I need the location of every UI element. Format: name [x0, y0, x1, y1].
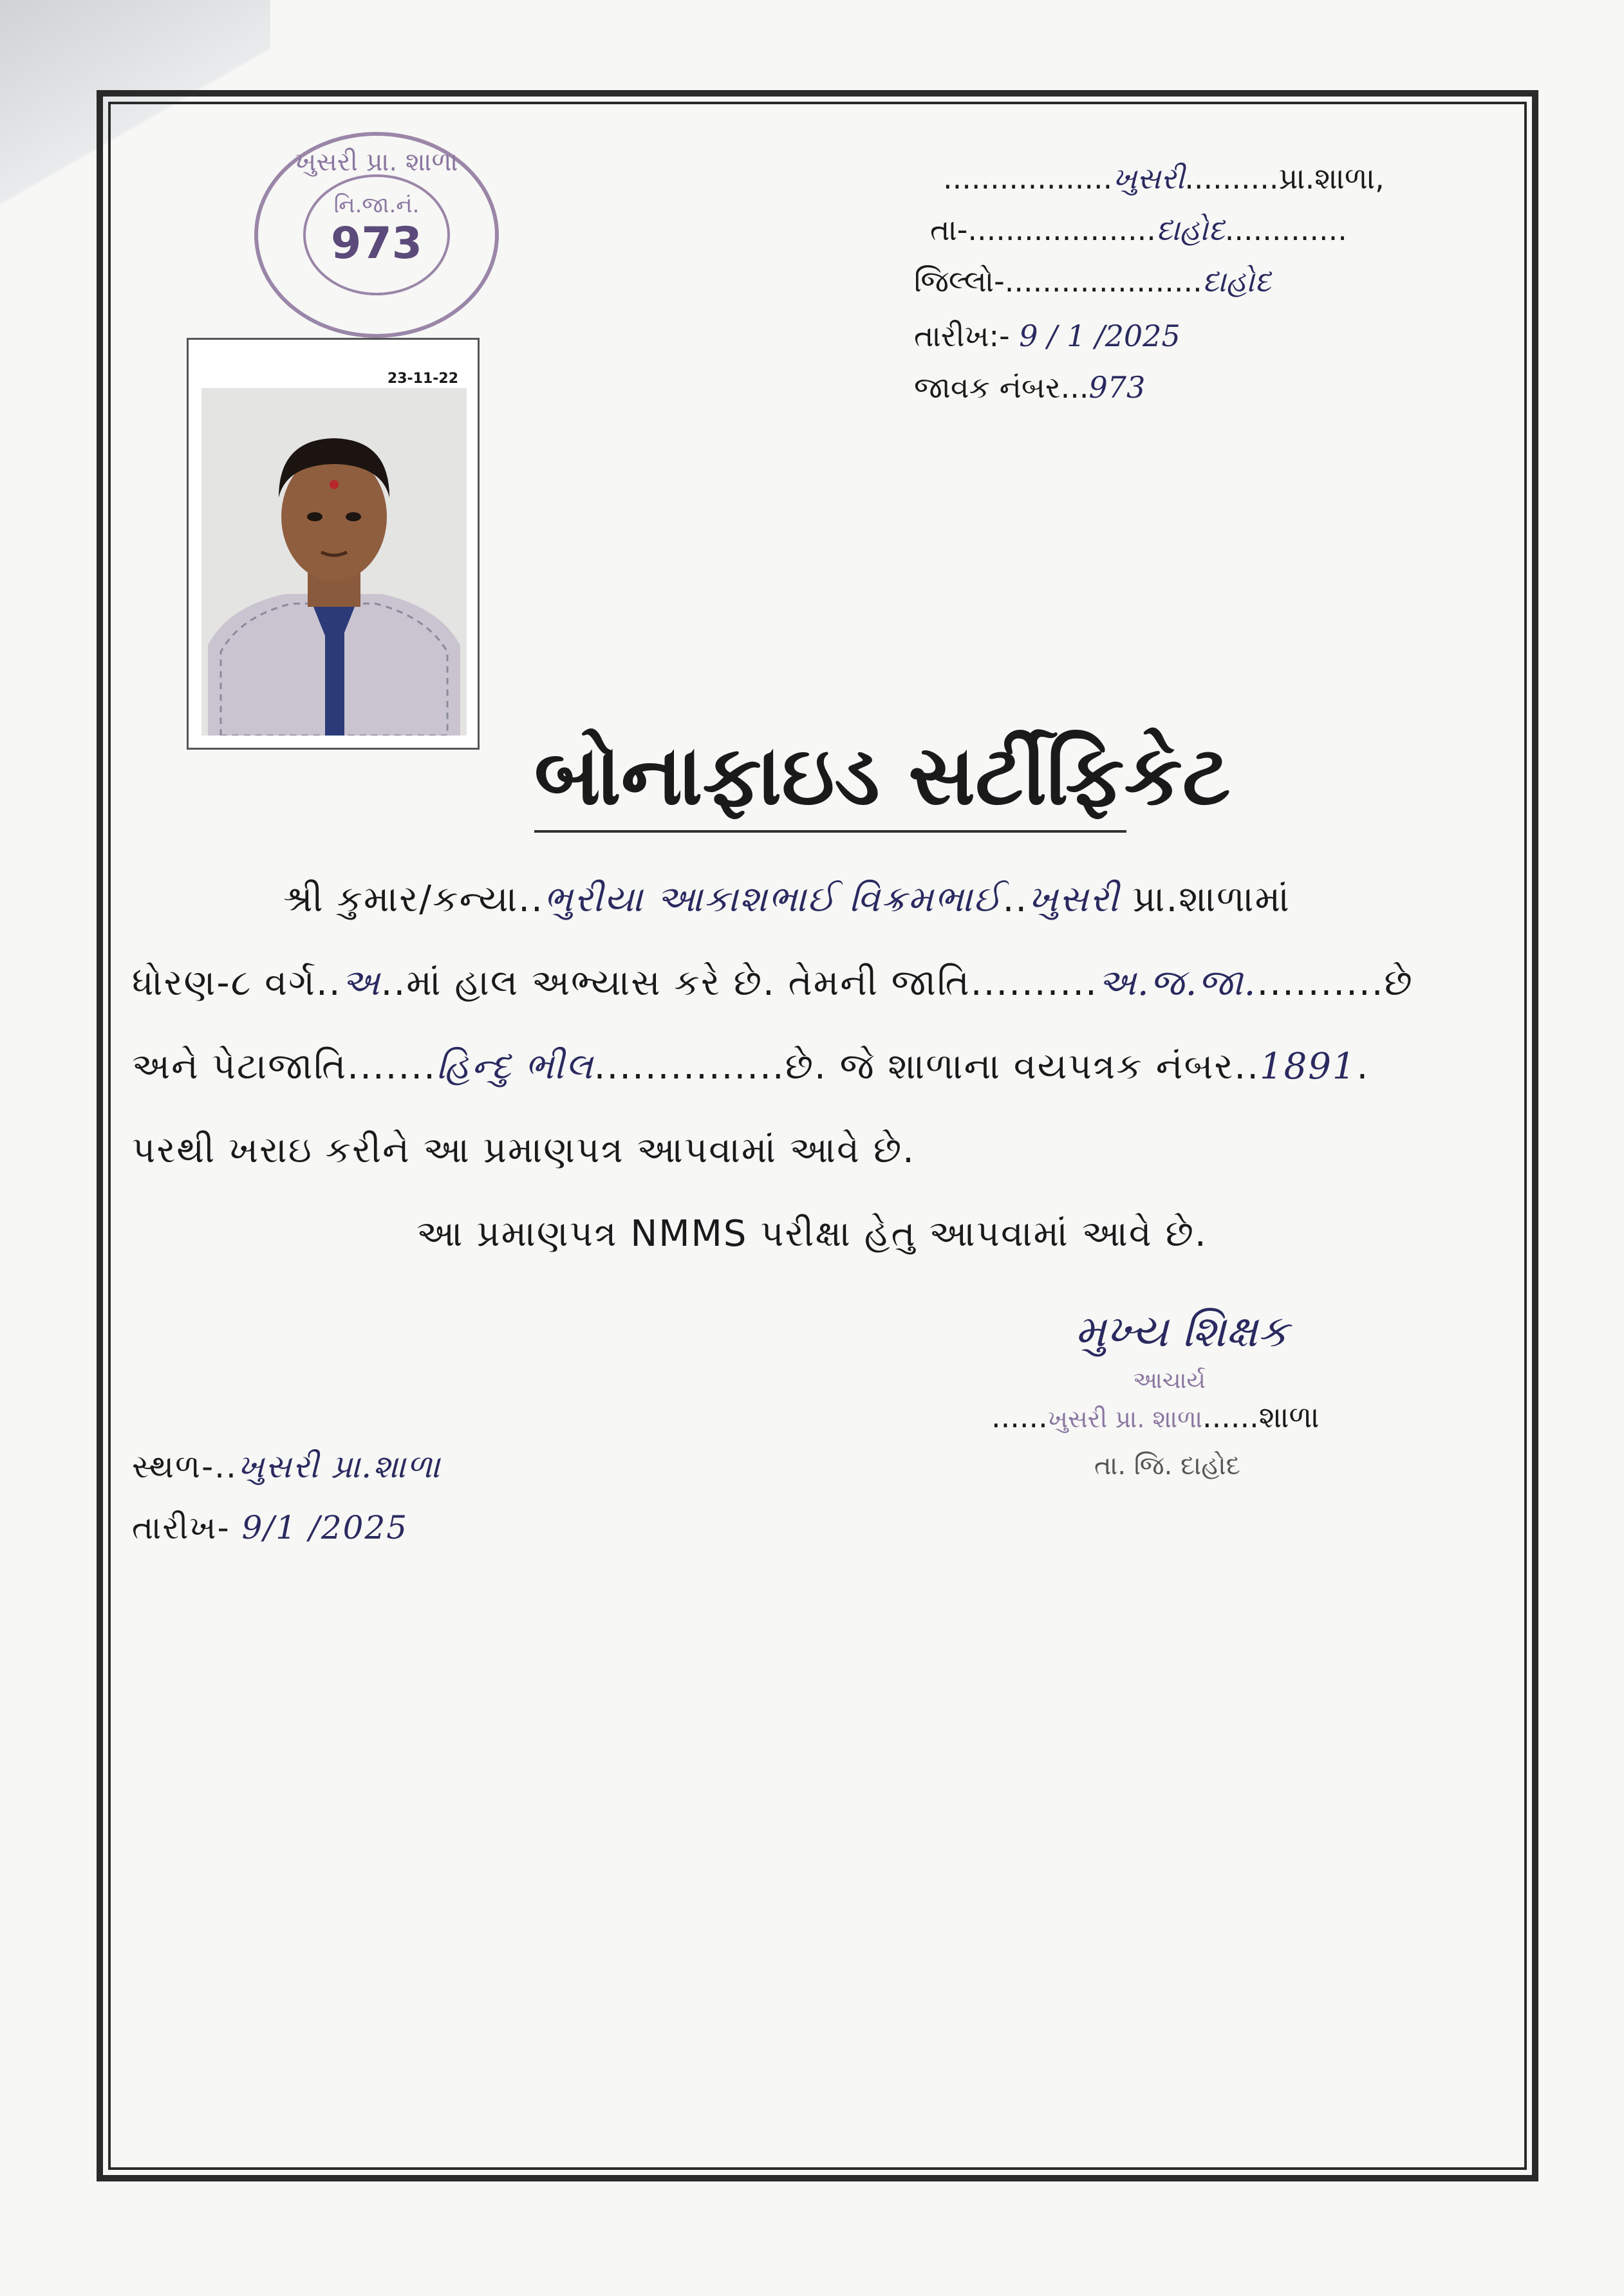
- body-line-4: પરથી ખરાઇ કરીને આ પ્રમાણપત્ર આપવામાં આવે છે.: [132, 1129, 915, 1171]
- school-seal-stamp: [254, 132, 499, 338]
- footer-place-label: સ્થળ-: [132, 1448, 215, 1485]
- body-line-1: શ્રી કુમાર/કન્યા..ભુરીયા આકાશભાઈ વિક્રમભાઈ..ખુસરી પ્રા.શાળામાં: [283, 878, 1291, 920]
- footer-place-value: ખુસરી પ્રા.શાળા: [237, 1448, 442, 1485]
- signature-role-stamp: આચાર્ય: [1133, 1367, 1206, 1394]
- nmms-purpose-line: આ પ્રમાણપત્ર NMMS પરીક્ષા હેતુ આપવામાં આવે છે.: [416, 1213, 1208, 1255]
- title-underline: [534, 830, 1126, 833]
- stamp-top-text: ખુસરી પ્રા. શાળા: [295, 147, 458, 177]
- signature-school-stamp: ખુસરી પ્રા. શાળા: [1047, 1405, 1203, 1433]
- header-date-value: 9 / 1 /2025: [1019, 319, 1181, 353]
- register-number: 1891: [1260, 1046, 1357, 1088]
- stamp-reg-label: નિ.જા.નં.: [333, 192, 420, 218]
- header-date-label: તારીખ:-: [914, 319, 1010, 353]
- line1-suffix: પ્રા.શાળામાં: [1132, 878, 1291, 920]
- footer-date-label: તારીખ-: [132, 1509, 230, 1546]
- line2-suffix: છે: [1384, 962, 1414, 1004]
- header-school-value: ખુસરી: [1112, 161, 1185, 196]
- line3-prefix: અને પેટાજાતિ: [132, 1046, 348, 1088]
- signature-location: તા. જિ. દાહોદ: [1094, 1451, 1241, 1481]
- header-taluka-value: દાહોદ: [1155, 212, 1225, 247]
- header-school-line: ..................ખુસરી..........પ્રા.શાળા,: [943, 161, 1385, 196]
- line1-prefix: શ્રી કુમાર/કન્યા: [283, 878, 519, 920]
- student-photo-frame: [187, 338, 480, 750]
- certificate-title: બોનાફાઇડ સર્ટીફિકેટ: [534, 727, 1231, 824]
- principal-signature: મુખ્ય શિક્ષક: [1075, 1306, 1289, 1357]
- header-taluka-line: તા-....................દાહોદ.............: [930, 212, 1347, 247]
- line2-prefix: ધોરણ-૮ વર્ગ: [132, 962, 316, 1004]
- body-line-2: ધોરણ-૮ વર્ગ..અ..માં હાલ અભ્યાસ કરે છે. તેમની જાતિ..........અ.જ.જા...........છે: [132, 962, 1414, 1004]
- class-value: અ: [341, 962, 381, 1004]
- student-photo: [201, 388, 467, 736]
- header-date-line: [914, 319, 1181, 355]
- student-name: ભુરીયા આકાશભાઈ વિક્રમભાઈ: [543, 878, 1003, 920]
- body-line-3: અને પેટાજાતિ.......હિન્દુ ભીલ...............છે. જે શાળાના વયપત્રક નંબર..1891.: [132, 1046, 1370, 1088]
- header-taluka-label: તા-: [930, 212, 968, 247]
- footer-place-line: સ્થળ-..ખુસરી પ્રા.શાળા: [132, 1448, 442, 1485]
- header-outward-label: જાવક નંબર...: [914, 370, 1089, 405]
- photo-date-stamp: 23-11-22: [387, 371, 458, 387]
- header-school-suffix: પ્રા.શાળા,: [1278, 161, 1385, 196]
- footer-date-line: [132, 1509, 408, 1547]
- footer-date-value: 9/1 /2025: [241, 1509, 409, 1546]
- header-district-label: જિલ્લો-: [914, 264, 1005, 299]
- header-district-value: દાહોદ: [1202, 264, 1271, 299]
- subcaste-value: હિન્દુ ભીલ: [436, 1046, 594, 1088]
- caste-value: અ.જ.જા.: [1097, 962, 1257, 1004]
- header-outward-value: 973: [1088, 370, 1146, 405]
- header-district-line: જિલ્લો-.....................દાહોદ: [914, 264, 1271, 299]
- student-portrait-icon: [201, 388, 467, 736]
- line2-mid: માં હાલ અભ્યાસ કરે છે. તેમની જાતિ: [406, 962, 971, 1004]
- student-school-name: ખુસરી: [1028, 878, 1120, 920]
- signature-school-line: ......ખુસરી પ્રા. શાળા......શાળા: [991, 1400, 1320, 1434]
- stamp-number: 973: [331, 218, 422, 269]
- line3-mid: છે. જે શાળાના વયપત્રક નંબર: [785, 1046, 1235, 1088]
- header-outward-line: [914, 370, 1145, 406]
- signature-school-suffix: શાળા: [1258, 1400, 1320, 1434]
